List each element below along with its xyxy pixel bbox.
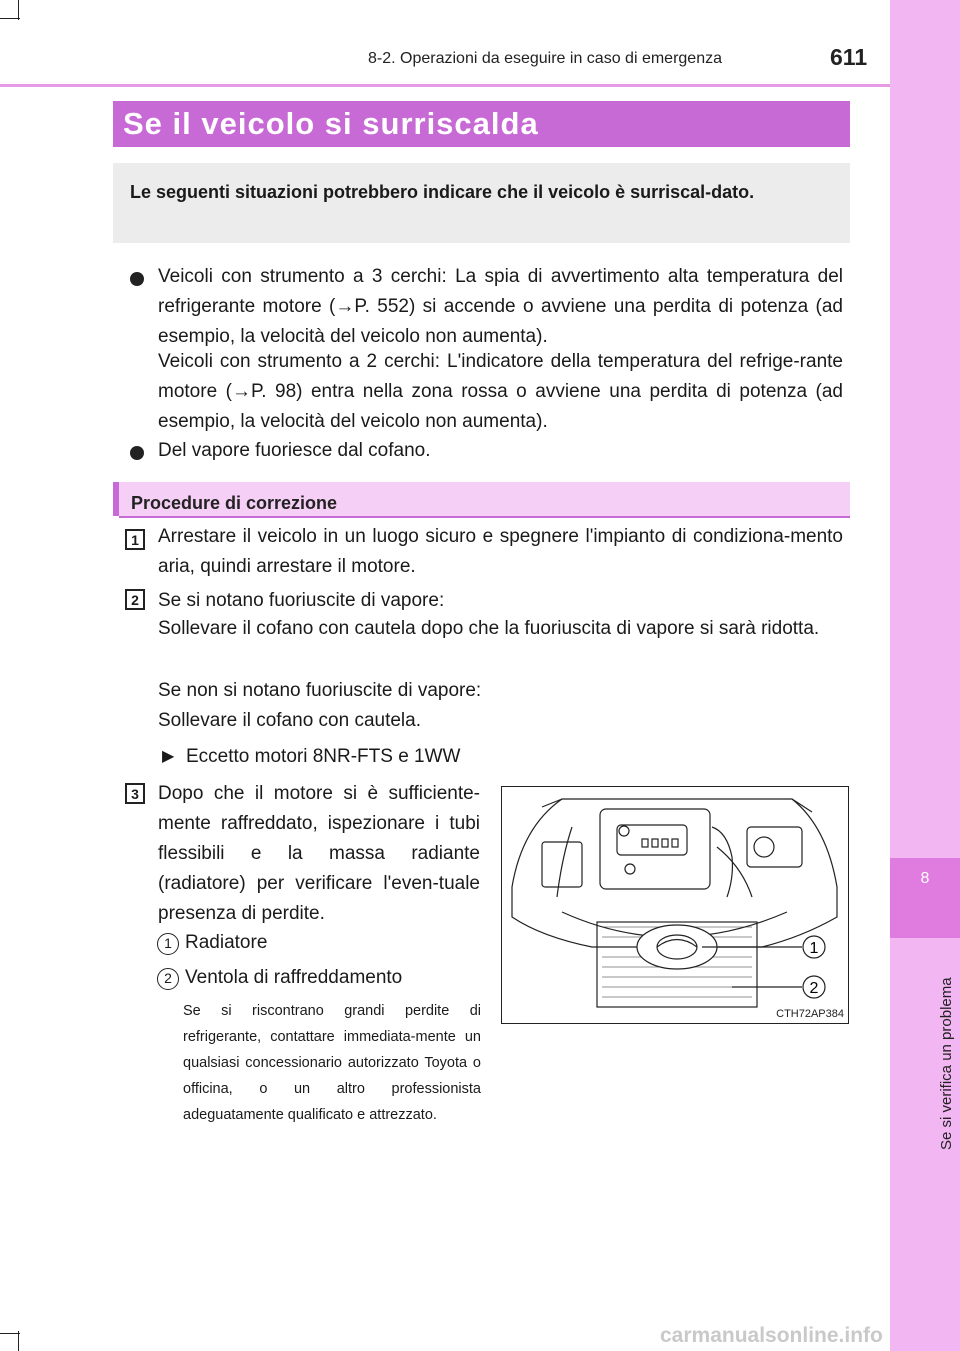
step-text: Sollevare il cofano con cautela.	[158, 710, 421, 731]
engine-bay-illustration	[502, 787, 847, 1022]
bullet-item	[130, 436, 843, 466]
chapter-tab	[890, 858, 960, 938]
triangle-marker-icon: ▶	[162, 748, 175, 765]
intro-box	[113, 163, 850, 243]
step-text: Sollevare il cofano con cautela dopo che la fuoriuscita di vapore si sarà ridotta.	[158, 618, 820, 639]
bullet-text: Veicoli con strumento a 3 cerchi: La spia di avvertimento alta temperatura del refrigerante motore (→P. 552) si accende o avviene una perdita di potenza (ad esempio, la velocità del veicolo non aumenta).	[158, 266, 843, 347]
title-bar	[113, 101, 850, 147]
note-text: Se si riscontrano grandi perdite di refrigerante, contattare immediata-mente un qualsiasi concessionario autorizzato Toyota o officina, o un altro professionista adeguatamente qualificato e attrezzato.	[183, 1003, 481, 1123]
crop-mark	[0, 1333, 20, 1334]
figure-callout-2: 2	[809, 980, 819, 997]
step-text: Dopo che il motore si è sufficiente-mente raffreddato, ispezionare i tubi flessibili e la massa radiante (radiatore) per verificare l'even-tuale presenza di perdite.	[158, 783, 480, 924]
step-number: 3	[125, 783, 145, 804]
chapter-sidebar	[890, 0, 960, 1351]
page-title: Se il veicolo si surriscalda	[123, 106, 539, 141]
bullet-dot	[130, 272, 144, 286]
callout-number: 1	[157, 933, 179, 955]
figure-callout-1: 1	[809, 940, 819, 957]
bullet-continuation	[130, 347, 843, 437]
watermark: carmanualsonline.info	[660, 1324, 883, 1347]
step-number: 1	[125, 529, 145, 550]
bullet-text: Veicoli con strumento a 2 cerchi: L'indicatore della temperatura del refrige-rante motore (→P. 98) entra nella zona rossa o avviene una perdita di potenza (ad esempio, la velocità del veicolo non aumenta).	[158, 351, 843, 432]
bullet-dot	[130, 446, 144, 460]
intro-text: Le seguenti situazioni potrebbero indicare che il veicolo è surriscal-dato.	[130, 182, 755, 202]
section-heading-bar	[113, 482, 850, 516]
crop-mark	[18, 0, 19, 20]
chapter-title: Se si verifica un problema	[938, 977, 955, 1150]
step-text: Arrestare il veicolo in un luogo sicuro e spegnere l'impianto di condiziona-mento aria, quindi arrestare il motore.	[158, 526, 843, 577]
header-rule	[0, 84, 890, 87]
chapter-number: 8	[920, 870, 930, 887]
step-number: 2	[125, 589, 145, 610]
item-label: Radiatore	[185, 932, 268, 953]
engine-condition: Eccetto motori 8NR-FTS e 1WW	[186, 746, 461, 767]
crop-mark	[0, 18, 20, 19]
section-header: 8-2. Operazioni da eseguire in caso di emergenza	[368, 50, 722, 67]
item-label: Ventola di raffreddamento	[185, 967, 403, 988]
section-heading: Procedure di correzione	[131, 493, 338, 513]
page-number: 611	[830, 44, 868, 70]
engine-bay-figure	[501, 786, 849, 1024]
bullet-item	[130, 262, 843, 352]
step-text: Se si notano fuoriuscite di vapore:	[158, 590, 445, 611]
step-text: Se non si notano fuoriuscite di vapore:	[158, 680, 482, 701]
callout-number: 2	[157, 968, 179, 990]
crop-mark	[18, 1331, 19, 1351]
figure-code: CTH72AP384	[776, 1008, 844, 1020]
bullet-text: Del vapore fuoriesce dal cofano.	[158, 440, 431, 461]
